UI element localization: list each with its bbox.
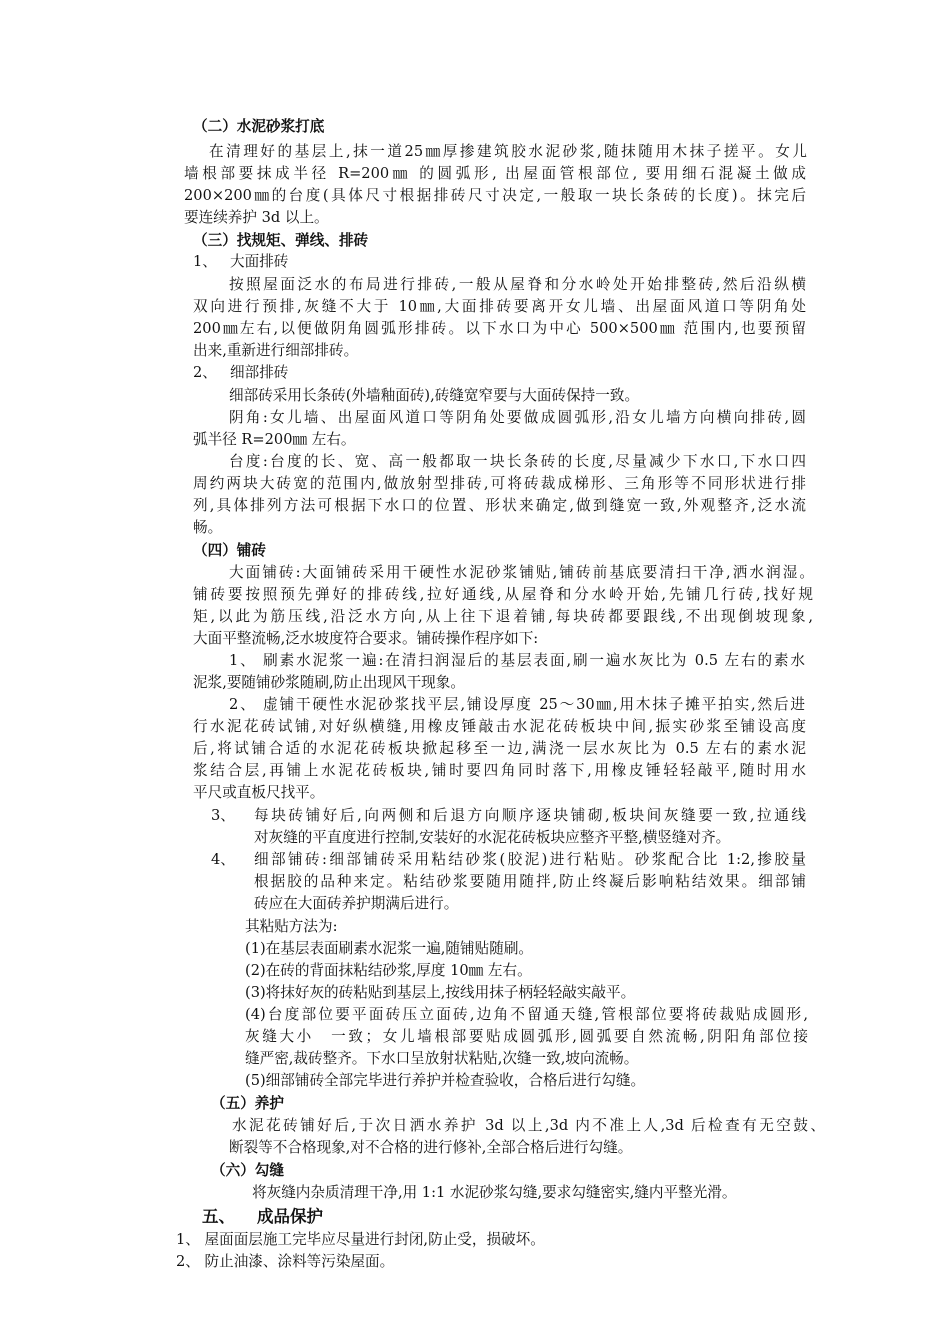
paragraph-line: 大面铺砖:大面铺砖采用干硬性水泥砂浆铺贴,铺砖前基底要清扫干净,洒水润湿。 (229, 564, 814, 581)
paragraph-line: 要连续养护 3d 以上。 (184, 209, 329, 226)
part-number: 五、 (202, 1207, 235, 1226)
paragraph-line: 泥浆,要随铺砂浆随刷,防止出现风干现象。 (193, 674, 465, 691)
paragraph-line: 将灰缝内杂质清理干净,用 1:1 水泥砂浆勾缝,要求勾缝密实,缝内平整光滑。 (252, 1184, 737, 1201)
paragraph-line: 出来,重新进行细部排砖。 (193, 342, 359, 359)
method-line: 缝严密,裁砖整齐。下水口呈放射状粘贴,次缝一致,坡向流畅。 (245, 1050, 639, 1067)
method-line: 灰缝大小 一致；女儿墙根部要贴成圆弧形,圆弧要自然流畅,阴阳角部位接 (245, 1028, 808, 1045)
paragraph-line: 周约两块大砖宽的范围内,做放射型排砖,可将砖裁成梯形、三角形等不同形状进行排 (193, 475, 806, 492)
item-number: 3、 (211, 807, 235, 824)
item-number: 4、 (211, 851, 235, 868)
method-line: (1)在基层表面刷素水泥浆一遍,随铺贴随刷。 (245, 940, 534, 957)
paragraph-line: 1、 刷素水泥浆一遍:在清扫润湿后的基层表面,刷一遍水灰比为 0.5 左右的素水 (229, 652, 805, 669)
paragraph-line: 平尺或直板尺找平。 (193, 784, 325, 801)
paragraph-line: 在清理好的基层上,抹一道25㎜厚掺建筑胶水泥砂浆,随抹随用木抹子搓平。女儿 (209, 143, 807, 160)
part-title: 成品保护 (257, 1207, 323, 1226)
paragraph-line: 矩,以此为筋压线,沿泛水方向,从上往下退着铺,每块砖都要跟线,不出现倒坡现象, (193, 608, 813, 625)
section-heading-5: （五）养护 (211, 1095, 284, 1112)
list-item: 2、 防止油漆、涂料等污染屋面。 (176, 1253, 395, 1270)
item-title: 大面排砖 (230, 253, 289, 270)
method-line: (3)将抹好灰的砖粘贴到基层上,按线用抹子柄轻轻敲实敲平。 (245, 984, 636, 1001)
paragraph-line: 铺砖要按照预先弹好的排砖线,拉好通线,从屋脊和分水岭开始,先铺几行砖,找好规 (193, 586, 813, 603)
paragraph-line: 台度:台度的长、宽、高一般都取一块长条砖的长度,尽量减少下水口,下水口四 (229, 453, 806, 470)
method-line: 其粘贴方法为: (245, 918, 338, 935)
paragraph-line: 行水泥花砖试铺,对好纵横缝,用橡皮锤敲击水泥花砖板块中间,振实砂浆至铺设高度 (193, 718, 806, 735)
paragraph-line: 细部铺砖:细部铺砖采用粘结砂浆(胶泥)进行粘贴。砂浆配合比 1:2,掺胶量 (254, 851, 806, 868)
section-heading-6: （六）勾缝 (211, 1162, 284, 1179)
item-title: 细部排砖 (230, 364, 289, 381)
method-line: (4)台度部位要平面砖压立面砖,边角不留通天缝,管根部位要将砖裁贴成圆形, (245, 1006, 808, 1023)
section-heading-4: （四）铺砖 (193, 542, 266, 559)
method-line: (2)在砖的背面抹粘结砂浆,厚度 10㎜ 左右。 (245, 962, 532, 979)
paragraph-line: 列,具体排列方法可根据下水口的位置、形状来确定,做到缝宽一致,外观整齐,泛水流 (193, 497, 806, 514)
paragraph-line: 细部砖采用长条砖(外墙釉面砖),砖缝宽窄要与大面砖保持一致。 (229, 387, 640, 404)
item-number: 1、 (193, 253, 217, 270)
paragraph-line: 浆结合层,再铺上水泥花砖板块,铺时要四角同时落下,用橡皮锤轻轻敲平,随时用水 (193, 762, 806, 779)
paragraph-line: 水泥花砖铺好后,于次日洒水养护 3d 以上,3d 内不准上人,3d 后检查有无空鼓、 (232, 1117, 825, 1134)
paragraph-line: 阴角:女儿墙、出屋面风道口等阴角处要做成圆弧形,沿女儿墙方向横向排砖,圆 (229, 409, 806, 426)
paragraph-line: 200×200㎜的台度(具体尺寸根据排砖尺寸决定,一般取一块长条砖的长度)。抹完后 (184, 187, 806, 204)
method-line: (5)细部铺砖全部完毕进行养护并检查验收，合格后进行勾缝。 (245, 1072, 646, 1089)
paragraph-line: 每块砖铺好后,向两侧和后退方向顺序逐块铺砌,板块间灰缝要一致,拉通线 (254, 807, 806, 824)
paragraph-line: 后,将试铺合适的水泥花砖板块掀起移至一边,满浇一层水灰比为 0.5 左右的素水泥 (193, 740, 806, 757)
item-number: 2、 (193, 364, 217, 381)
paragraph-line: 200㎜左右,以便做阴角圆弧形排砖。以下水口为中心 500×500㎜ 范围内,也要预留 (193, 320, 806, 337)
paragraph-line: 弧半径 R=200㎜ 左右。 (193, 431, 356, 448)
paragraph-line: 畅。 (193, 519, 223, 536)
paragraph-line: 2、 虚铺干硬性水泥砂浆找平层,铺设厚度 25～30㎜,用木抹子摊平拍实,然后进 (229, 696, 805, 713)
paragraph-line: 断裂等不合格现象,对不合格的进行修补,全部合格后进行勾缝。 (229, 1139, 633, 1156)
section-heading-3: （三）找规矩、弹线、排砖 (193, 232, 369, 249)
section-heading-2: （二）水泥砂浆打底 (193, 118, 325, 135)
paragraph-line: 墙根部要抹成半径 R=200㎜ 的圆弧形, 出屋面管根部位, 要用细石混凝土做成 (184, 165, 806, 182)
list-item: 1、 屋面面层施工完毕应尽量进行封闭,防止受，损破坏。 (176, 1231, 545, 1248)
paragraph-line: 双向进行预排,灰缝不大于 10㎜,大面排砖要离开女儿墙、出屋面风道口等阴角处 (193, 298, 806, 315)
paragraph-line: 砖应在大面砖养护期满后进行。 (254, 895, 459, 912)
paragraph-line: 大面平整流畅,泛水坡度符合要求。铺砖操作程序如下: (193, 630, 539, 647)
paragraph-line: 对灰缝的平直度进行控制,安装好的水泥花砖板块应整齐平整,横竖缝对齐。 (254, 829, 731, 846)
paragraph-line: 按照屋面泛水的布局进行排砖,一般从屋脊和分水岭处开始排整砖,然后沿纵横 (229, 276, 806, 293)
paragraph-line: 根据胶的品种来定。粘结砂浆要随用随拌,防止终凝后影响粘结效果。细部铺 (254, 873, 806, 890)
